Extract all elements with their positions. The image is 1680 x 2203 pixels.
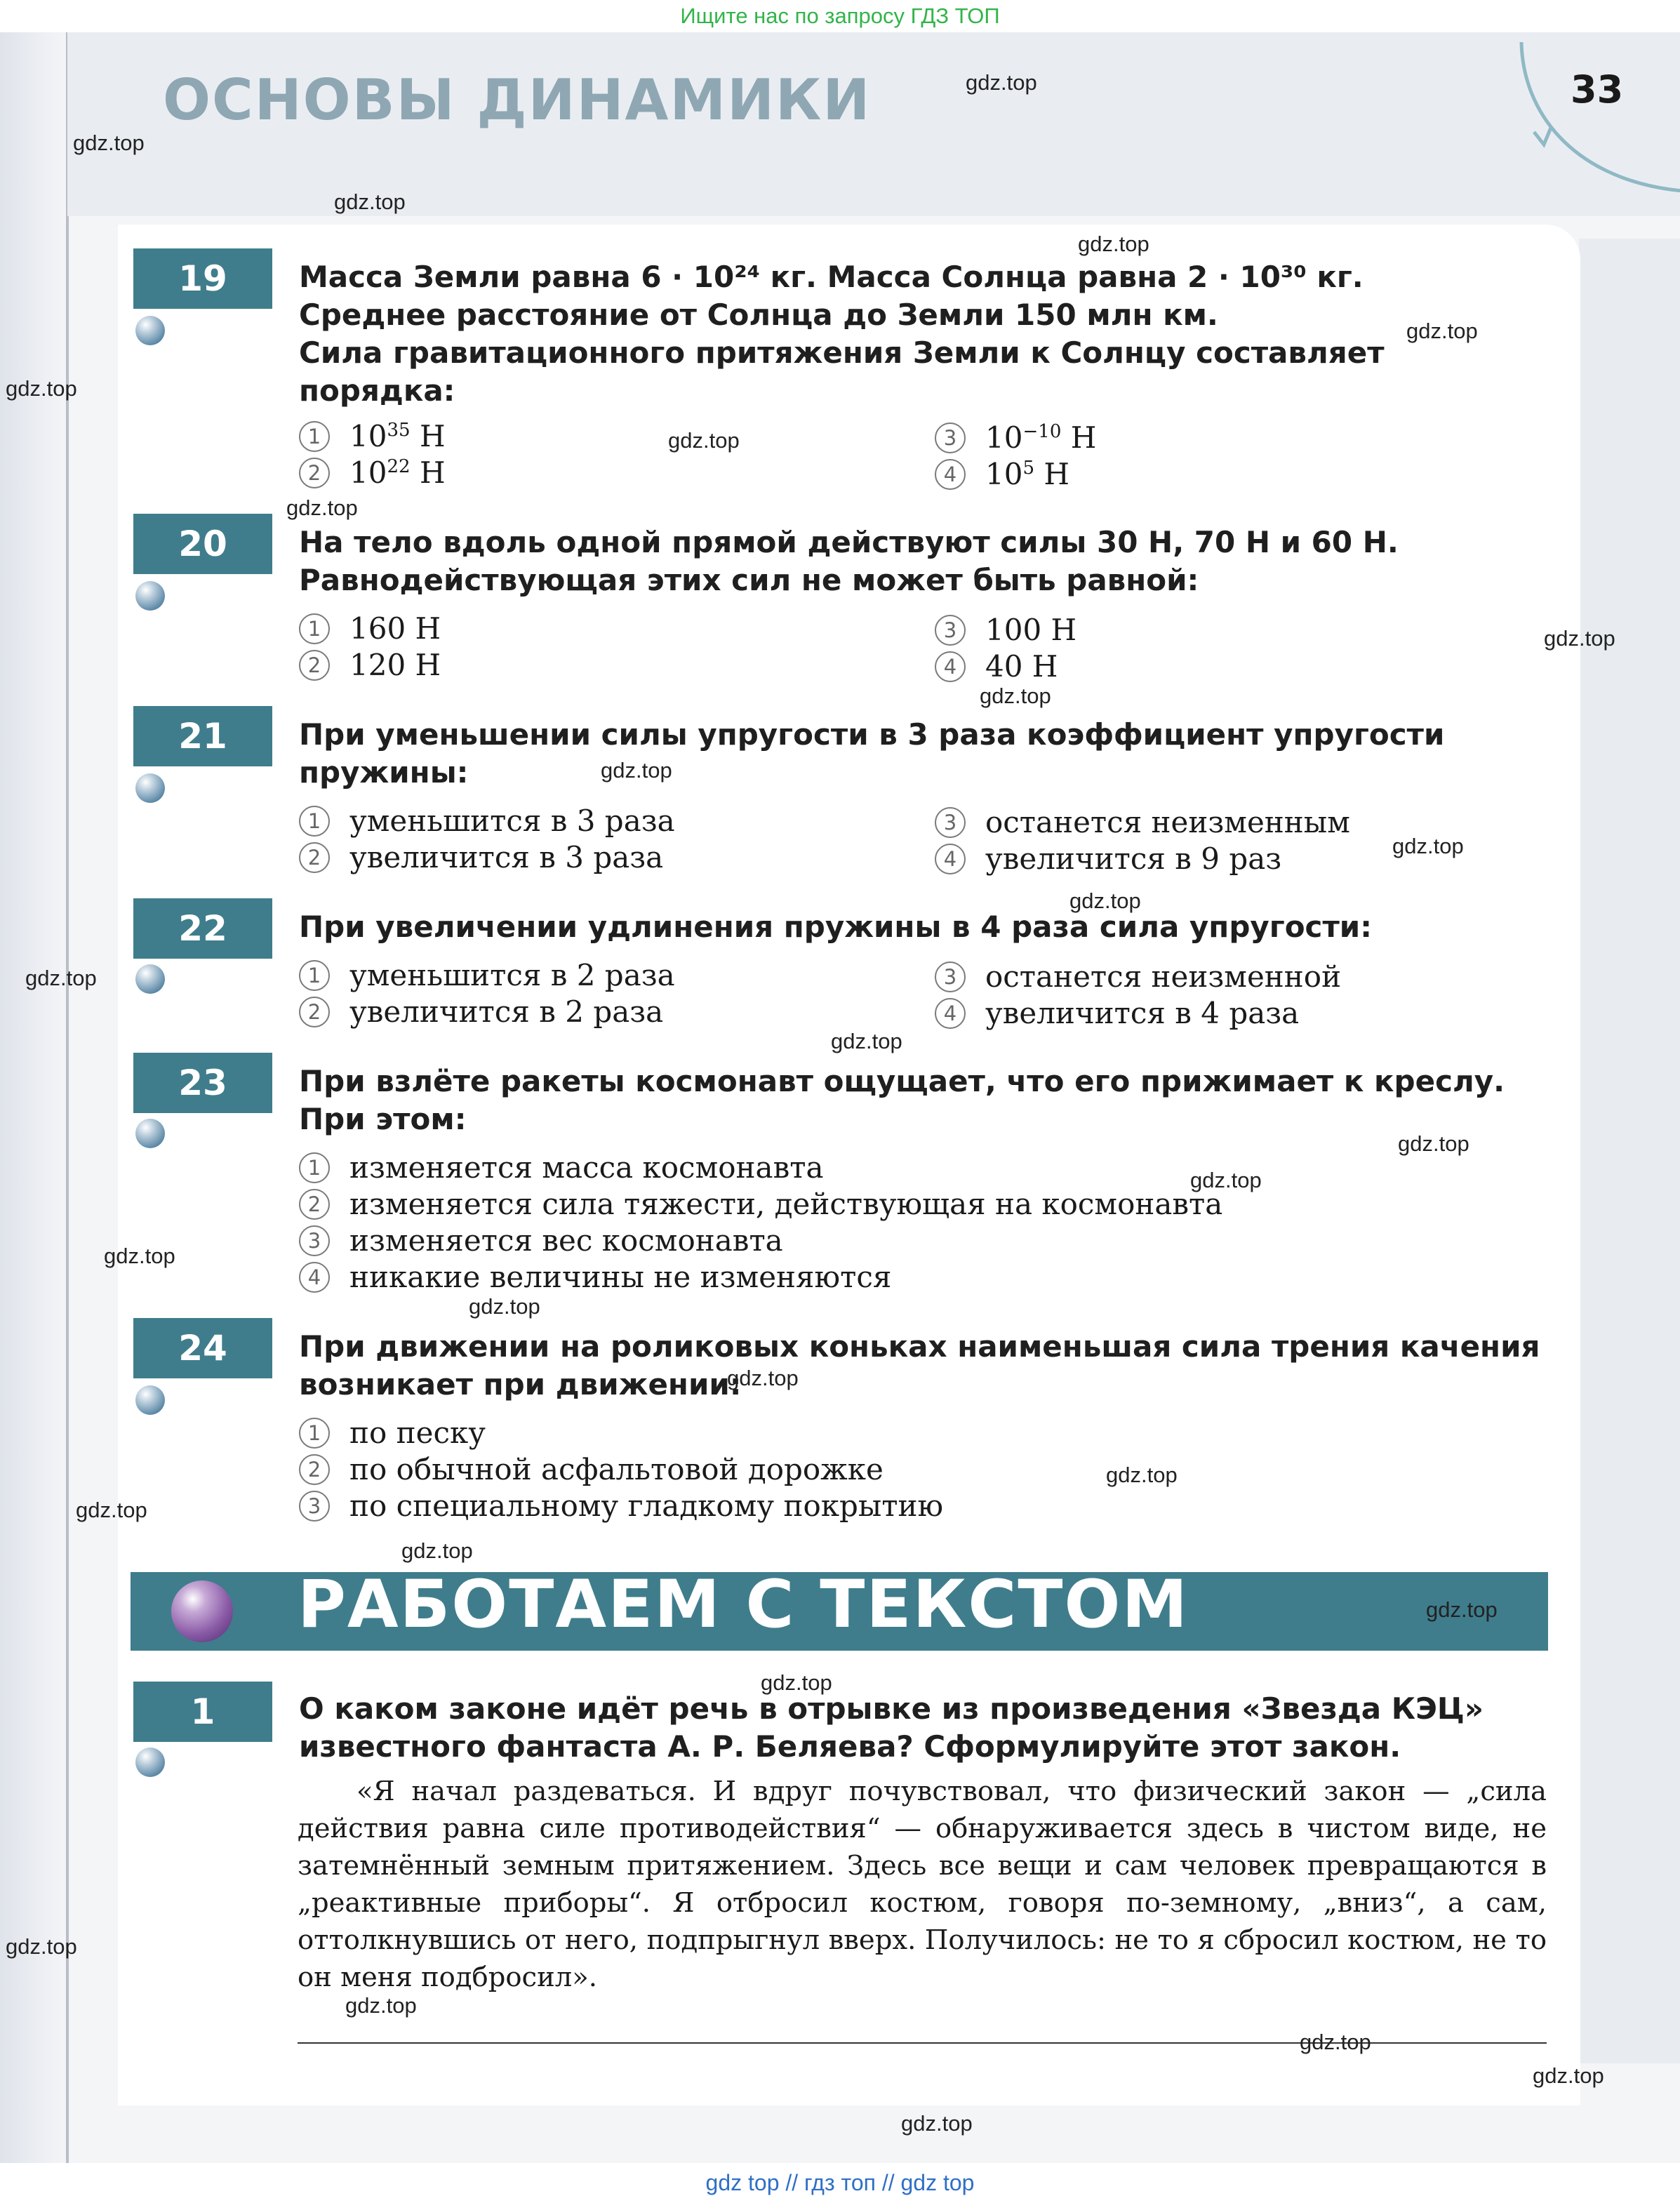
option-base: 10: [349, 455, 387, 490]
option-text: увеличится в 9 раз: [985, 841, 1282, 876]
option-text: увеличится в 3 раза: [349, 840, 664, 874]
q20-option-2[interactable]: [299, 647, 441, 684]
passage-text: «Я начал раздеваться. И вдруг почувствовал, что физический закон — „сила действия равна силе противодействия“ — обнаруживается здесь в чистом виде, не затемнённый земным притяжением. Здесь все вещи и сам человек превращаются в „реактивные приборы“. Я отбросил костюм, говоря по-земному, „вниз“, а сам, оттолкнувшись от него, подпрыгнул вверх. Получилось: не то я сбросил костюм, не то он меня подбросил».: [298, 1776, 1547, 1993]
question-20-line: Равнодействующая этих сил не может быть равной:: [299, 563, 1199, 597]
question-21-text: [299, 716, 1444, 792]
option-number-circle: 2: [299, 650, 330, 681]
watermark: gdz.top: [104, 1244, 175, 1268]
question-19-text: [299, 258, 1385, 410]
q21-option-2[interactable]: [299, 839, 663, 876]
option-text: изменяется сила тяжести, действующая на космонавта: [349, 1187, 1223, 1221]
option-text: по специальному гладкому покрытию: [349, 1489, 944, 1523]
question-22-line: При увеличении удлинения пружины в 4 раза сила упругости:: [299, 910, 1373, 944]
question-22-text: [299, 908, 1372, 946]
option-number-circle: 2: [299, 842, 330, 873]
watermark: gdz.top: [1069, 888, 1141, 913]
q19-option-1[interactable]: [299, 418, 446, 455]
q20-option-3[interactable]: [935, 612, 1076, 648]
watermark: gdz.top: [1426, 1597, 1498, 1622]
watermark: gdz.top: [6, 1934, 77, 1959]
option-number-circle: 3: [299, 1225, 330, 1256]
watermark: gdz.top: [1533, 2063, 1604, 2088]
option-exponent: 35: [387, 420, 411, 441]
question-24-bullet: [135, 1385, 165, 1415]
top-banner[interactable]: [0, 0, 1680, 32]
option-number-circle: 1: [299, 1152, 330, 1183]
q20-option-4[interactable]: [935, 648, 1058, 685]
question-19-line: Сила гравитационного притяжения Земли к Солнцу составляет: [299, 335, 1385, 370]
watermark: gdz.top: [286, 495, 358, 520]
watermark: gdz.top: [76, 1498, 147, 1522]
question-19-bullet: [135, 316, 165, 345]
q20-option-1[interactable]: [299, 611, 441, 647]
q19-option-4[interactable]: [935, 456, 1069, 493]
task-1-line: известного фантаста А. Р. Беляева? Сформулируйте этот закон.: [299, 1729, 1401, 1764]
watermark: gdz.top: [345, 1993, 417, 2018]
task-1-text: [299, 1690, 1484, 1766]
option-number-circle: 1: [299, 1418, 330, 1449]
option-base: 10: [985, 457, 1023, 491]
option-number-circle: 4: [935, 844, 966, 874]
q19-option-2[interactable]: [299, 455, 446, 491]
question-23-number: 23: [133, 1053, 272, 1113]
watermark: gdz.top: [727, 1366, 799, 1390]
watermark: gdz.top: [334, 189, 406, 214]
bottom-banner[interactable]: [0, 2163, 1680, 2203]
task-1-line: О каком законе идёт речь в отрывке из произведения «Звезда КЭЦ»: [299, 1691, 1484, 1726]
question-23-bullet: [135, 1119, 165, 1148]
option-text: останется неизменным: [985, 805, 1350, 839]
option-unit: Н: [1044, 457, 1070, 491]
option-number-circle: 2: [299, 1189, 330, 1220]
watermark: gdz.top: [1544, 626, 1615, 651]
option-text: 120 Н: [349, 648, 441, 682]
page-number: 33: [1571, 67, 1624, 112]
option-number-circle: 4: [299, 1262, 330, 1293]
q24-option-3[interactable]: [299, 1488, 943, 1524]
watermark: gdz.top: [1078, 232, 1149, 256]
option-number-circle: 4: [935, 651, 966, 682]
question-24-line: возникает при движении:: [299, 1367, 742, 1402]
watermark: gdz.top: [601, 758, 672, 783]
question-23-line: При этом:: [299, 1102, 467, 1136]
option-number-circle: 3: [299, 1491, 330, 1522]
question-21-line: При уменьшении силы упругости в 3 раза коэффициент упругости: [299, 717, 1445, 752]
option-number-circle: 3: [935, 807, 966, 838]
option-text: увеличится в 4 раза: [985, 996, 1300, 1030]
q22-option-4[interactable]: [935, 995, 1299, 1032]
q22-option-1[interactable]: [299, 957, 675, 994]
option-text: 100 Н: [985, 613, 1077, 647]
q23-option-2[interactable]: [299, 1186, 1222, 1223]
option-text: изменяется вес космонавта: [349, 1223, 783, 1258]
watermark: gdz.top: [6, 376, 77, 401]
bottom-banner-text[interactable]: gdz top // гдз топ // gdz top: [705, 2170, 975, 2195]
task-1-number: 1: [133, 1682, 272, 1742]
option-number-circle: 4: [935, 998, 966, 1029]
option-number-circle: 1: [299, 613, 330, 644]
option-text: никакие величины не изменяются: [349, 1260, 892, 1294]
q24-option-1[interactable]: [299, 1415, 486, 1451]
q21-option-1[interactable]: [299, 803, 675, 839]
option-number-circle: 3: [935, 615, 966, 646]
option-unit: Н: [419, 455, 446, 490]
question-20-text: [299, 524, 1399, 599]
q24-option-2[interactable]: [299, 1451, 884, 1488]
background-page-edge: [1579, 239, 1680, 2063]
option-text: по обычной асфальтовой дорожке: [349, 1452, 884, 1486]
question-20-bullet: [135, 581, 165, 611]
watermark: gdz.top: [469, 1294, 540, 1319]
option-text: уменьшится в 3 раза: [349, 804, 675, 838]
page-title: ОСНОВЫ ДИНАМИКИ: [163, 67, 872, 133]
option-number-circle: 4: [935, 459, 966, 490]
watermark: gdz.top: [831, 1029, 902, 1053]
watermark: gdz.top: [668, 428, 740, 453]
option-number-circle: 1: [299, 421, 330, 452]
watermark: gdz.top: [901, 2111, 973, 2136]
option-number-circle: 2: [299, 1454, 330, 1485]
question-22-bullet: [135, 964, 165, 994]
q23-option-1[interactable]: [299, 1150, 824, 1186]
question-21-number: 21: [133, 706, 272, 766]
option-text: 40 Н: [985, 649, 1058, 684]
option-exponent: 22: [387, 456, 411, 477]
quoted-passage: [298, 1773, 1547, 1996]
section-ball-icon: [171, 1580, 233, 1642]
option-number-circle: 2: [299, 458, 330, 488]
question-19-line: Среднее расстояние от Солнца до Земли 150 млн км.: [299, 298, 1218, 332]
watermark: gdz.top: [1392, 834, 1464, 858]
option-number-circle: 3: [935, 961, 966, 992]
question-24-text: [299, 1328, 1540, 1404]
question-19-line: порядка:: [299, 373, 455, 408]
page-corner-arc: [1516, 28, 1680, 211]
watermark: gdz.top: [966, 70, 1037, 95]
q23-option-3[interactable]: [299, 1223, 783, 1259]
spine-edge: [66, 0, 69, 2203]
question-19-number: 19: [133, 248, 272, 309]
question-20-number: 20: [133, 514, 272, 574]
question-23-line: При взлёте ракеты космонавт ощущает, что его прижимает к креслу.: [299, 1064, 1505, 1098]
question-21-bullet: [135, 773, 165, 803]
option-text: увеличится в 2 раза: [349, 994, 664, 1029]
page-spine: [0, 0, 67, 2203]
option-unit: Н: [419, 419, 446, 453]
question-22-number: 22: [133, 898, 272, 959]
question-24-line: При движении на роликовых коньках наименьшая сила трения качения: [299, 1329, 1540, 1364]
question-19-line: Масса Земли равна 6 · 10²⁴ кг. Масса Солнца равна 2 · 10³⁰ кг.: [299, 260, 1364, 294]
task-1-bullet: [135, 1748, 165, 1777]
watermark: gdz.top: [25, 966, 97, 990]
q22-option-2[interactable]: [299, 994, 663, 1030]
q22-option-3[interactable]: [935, 959, 1341, 995]
option-text: 160 Н: [349, 611, 441, 646]
watermark: gdz.top: [1398, 1131, 1469, 1156]
watermark: gdz.top: [1190, 1168, 1262, 1192]
question-21-line: пружины:: [299, 755, 469, 790]
question-24-number: 24: [133, 1318, 272, 1378]
option-unit: Н: [1070, 420, 1097, 455]
q21-option-4[interactable]: [935, 841, 1281, 877]
option-exponent: −10: [1022, 421, 1062, 442]
watermark: gdz.top: [1106, 1463, 1178, 1487]
watermark: gdz.top: [1300, 2030, 1371, 2054]
option-text: уменьшится в 2 раза: [349, 958, 675, 992]
option-exponent: 5: [1022, 458, 1035, 479]
q19-option-3[interactable]: [935, 420, 1096, 456]
watermark: gdz.top: [761, 1670, 832, 1695]
option-number-circle: 1: [299, 960, 330, 991]
option-text: останется неизменной: [985, 959, 1342, 994]
option-number-circle: 1: [299, 806, 330, 837]
watermark: gdz.top: [401, 1538, 473, 1563]
q23-option-4[interactable]: [299, 1259, 891, 1296]
watermark: gdz.top: [73, 131, 145, 155]
top-banner-text[interactable]: Ищите нас по запросу ГДЗ ТОП: [680, 4, 1000, 28]
watermark: gdz.top: [1406, 319, 1478, 343]
watermark: gdz.top: [980, 684, 1051, 708]
option-number-circle: 3: [935, 422, 966, 453]
option-base: 10: [349, 419, 387, 453]
option-base: 10: [985, 420, 1023, 455]
option-text: изменяется масса космонавта: [349, 1150, 824, 1185]
option-number-circle: 2: [299, 997, 330, 1027]
option-text: по песку: [349, 1416, 486, 1450]
question-23-text: [299, 1063, 1505, 1138]
question-20-line: На тело вдоль одной прямой действуют силы 30 Н, 70 Н и 60 Н.: [299, 525, 1399, 559]
section-title: РАБОТАЕМ С ТЕКСТОМ: [298, 1566, 1189, 1643]
q21-option-3[interactable]: [935, 804, 1350, 841]
